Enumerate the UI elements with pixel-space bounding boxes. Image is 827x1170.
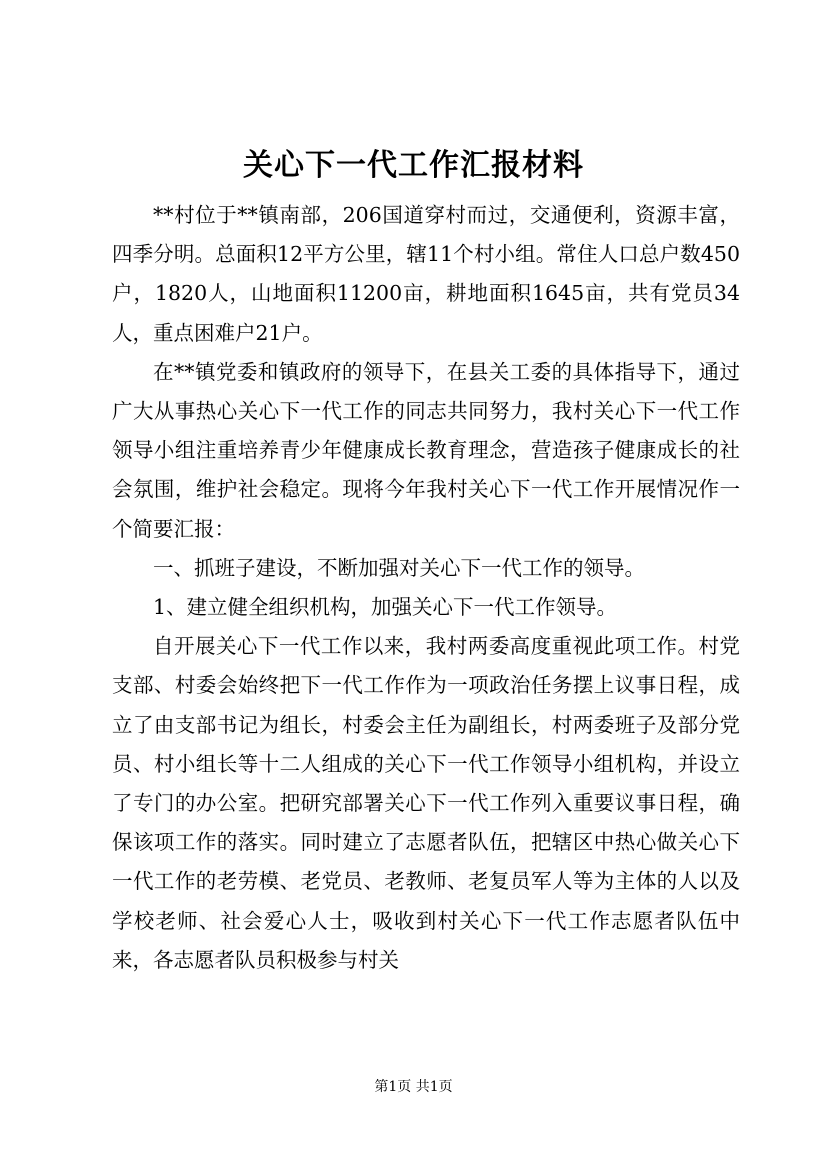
- subsection-heading-1-1: 1、建立健全组织机构，加强关心下一代工作领导。: [153, 595, 618, 620]
- document-title: 关心下一代工作汇报材料: [243, 148, 584, 183]
- paragraph-organization: 自开展关心下一代工作以来，我村两委高度重视此项工作。村党支部、村委会始终把下一代工作作为一项政治任务摆上议事日程，成立了由支部书记为组长，村委会主任为副组长，村两委班子及部分党员、村小组长等十二人组成的关心下一代工作领导小组机构，并设立了专门的办公室。把研究部署关心下一代工作列入重要议事日程，确保该项工作的落实。同时建立了志愿者队伍，把辖区中热心做关心下一代工作的老劳模、老党员、老教师、老复员军人等为主体的人以及学校老师、社会爱心人士，吸收到村关心下一代工作志愿者队伍中来，各志愿者队员积极参与村关: [112, 634, 740, 972]
- page-footer: 第1页 共1页: [374, 1079, 453, 1095]
- document-body: [112, 196, 740, 980]
- paragraph-village-overview: **村位于**镇南部，206国道穿村而过，交通便利，资源丰富，四季分明。总面积12平方公里，辖11个村小组。常住人口总户数450户，1820人，山地面积11200亩，耕地面积1645亩，共有党员34人，重点困难户21户。: [112, 203, 740, 345]
- section-heading-1: 一、抓班子建设，不断加强对关心下一代工作的领导。: [153, 555, 645, 580]
- paragraph-introduction: 在**镇党委和镇政府的领导下，在县关工委的具体指导下，通过广大从事热心关心下一代工作的同志共同努力，我村关心下一代工作领导小组注重培养青少年健康成长教育理念，营造孩子健康成长的社会氛围，维护社会稳定。现将今年我村关心下一代工作开展情况作一个简要汇报：: [112, 359, 740, 541]
